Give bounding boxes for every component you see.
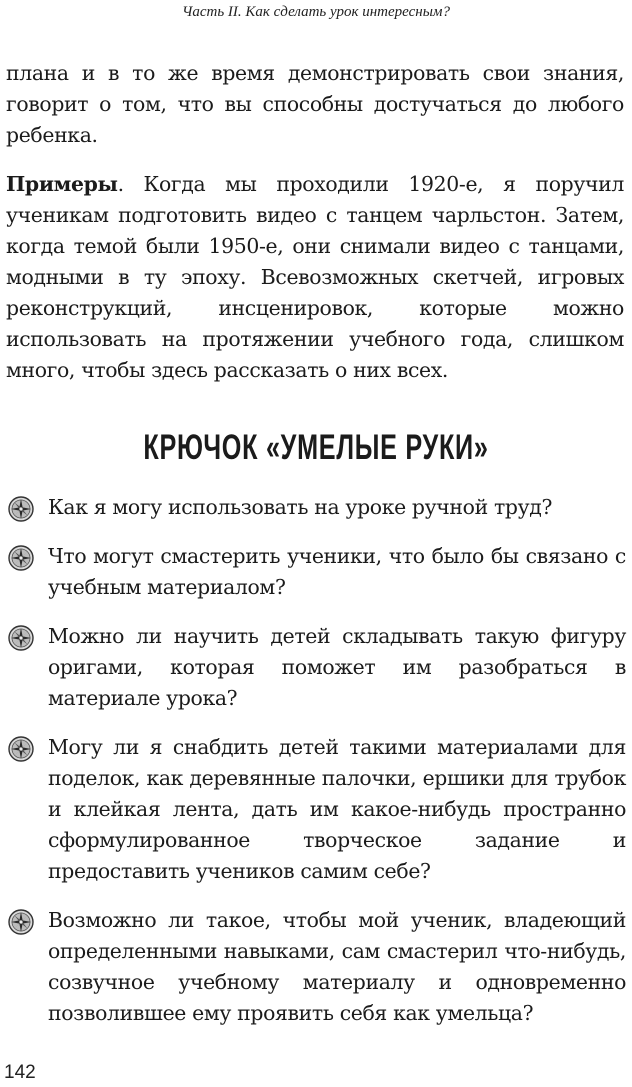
compass-rose-icon	[8, 545, 34, 571]
page-number: 142	[4, 1062, 36, 1083]
question-text: Могу ли я снабдить детей такими материалами для поделок, как деревянные палочки, ершики для трубок и клейкая лента, дать им какое-нибудь пространно сформулированное творческое задание и предоставить учеников самим себе?	[48, 735, 626, 883]
list-item	[6, 541, 626, 603]
compass-rose-icon	[8, 496, 34, 522]
section-title: КРЮЧОК «УМЕЛЫЕ РУКИ»	[143, 428, 489, 467]
list-item	[6, 905, 626, 1029]
body-text	[6, 58, 624, 386]
compass-rose-icon	[8, 736, 34, 762]
paragraph-continuation	[6, 58, 624, 151]
question-text: Что могут смастерить ученики, что было бы связано с учебным материалом?	[48, 544, 626, 599]
compass-rose-icon	[8, 909, 34, 935]
question-text: Возможно ли такое, чтобы мой ученик, владеющий определенными навыками, сам смастерил что-нибудь, созвучное учебному материалу и одновременно позволившее ему проявить себя как умельца?	[48, 908, 626, 1025]
question-text: Как я могу использовать на уроке ручной труд?	[48, 495, 553, 519]
paragraph-text: . Когда мы проходили 1920-е, я поручил ученикам подготовить видео с танцем чарльстон. Затем, когда темой были 1950-е, они снимали видео с танцами, модными в ту эпоху. Всевозможных скетчей, игровых реконструкций, инсценировок, которые можно использовать на протяжении учебного года, слишком много, чтобы здесь рассказать о них всех.	[6, 172, 624, 382]
paragraph-examples	[6, 169, 624, 386]
list-item	[6, 732, 626, 887]
paragraph-text: плана и в то же время демонстрировать свои знания, говорит о том, что вы способны достучаться до любого ребенка.	[6, 61, 624, 147]
paragraph-lead: Примеры	[6, 172, 118, 196]
question-text: Можно ли научить детей складывать такую фигуру оригами, которая поможет им разобраться в материале урока?	[48, 624, 626, 710]
list-item	[6, 621, 626, 714]
running-header: Часть II. Как сделать урок интересным?	[182, 4, 450, 20]
question-list	[6, 492, 626, 1047]
list-item	[6, 492, 626, 523]
compass-rose-icon	[8, 625, 34, 651]
